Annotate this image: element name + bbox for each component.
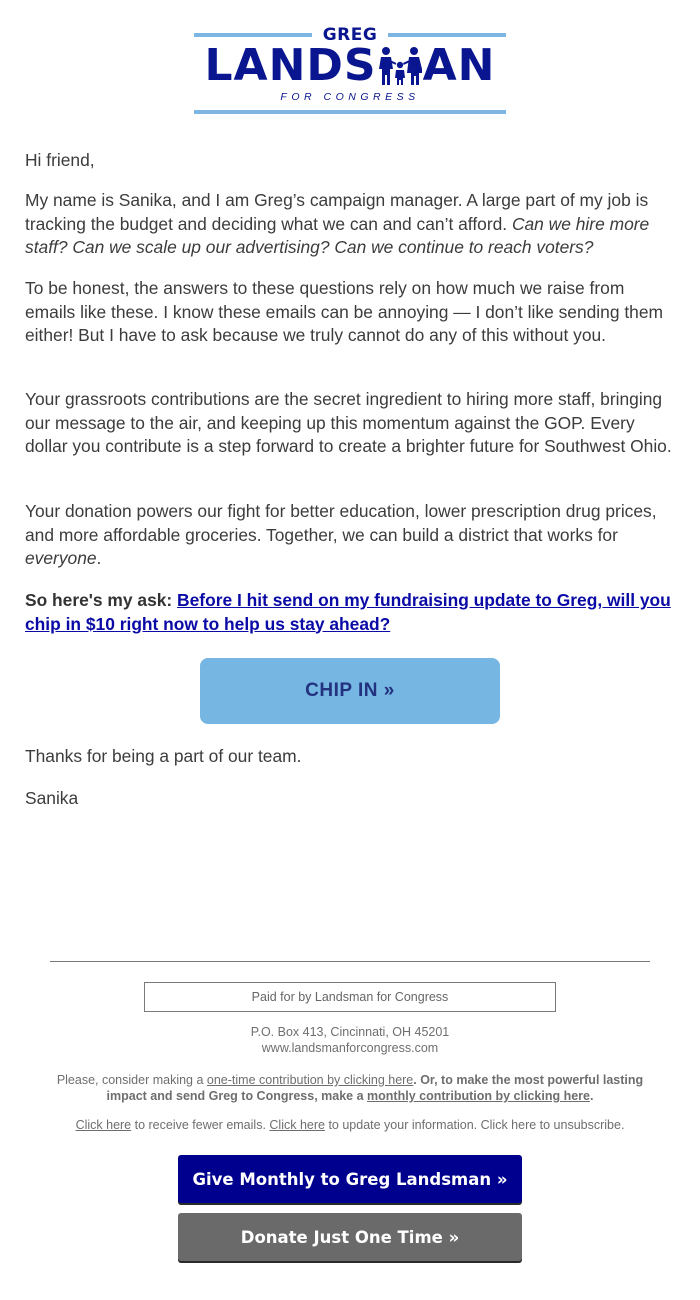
ask-paragraph xyxy=(25,589,677,636)
paragraph-honest: To be honest, the answers to these questions rely on how much we raise from emails like these. I know these emails can be annoying — I don’t like sending them either! But I have to ask because we truly cannot do any of this without you. xyxy=(25,278,664,345)
footer-divider xyxy=(50,961,650,962)
paragraph-grassroots: Your grassroots contributions are the secret ingredient to hiring more staff, bringing our message to the air, and keeping up this momentum against the GOP. Every dollar you contribute is a step forward to create a brighter future for Southwest Ohio. xyxy=(25,389,672,456)
website-text: www.landsmanforcongress.com xyxy=(261,1041,439,1055)
logo-first-name: GREG xyxy=(322,25,378,45)
signature: Sanika xyxy=(25,788,79,808)
logo-last-name: LANDS AN xyxy=(204,40,496,91)
email-preferences: Click here to receive fewer emails. Click here to update your information. Click here to unsubscribe. xyxy=(75,1118,625,1132)
footer-address-block xyxy=(50,1024,650,1056)
logo-line-bottom xyxy=(194,110,506,114)
give-monthly-button[interactable]: Give Monthly to Greg Landsman » xyxy=(178,1155,522,1203)
chip-in-button[interactable]: CHIP IN » xyxy=(200,658,500,724)
campaign-logo xyxy=(194,26,506,116)
update-info-link[interactable]: Click here xyxy=(269,1118,325,1132)
fewer-emails-link[interactable]: Click here xyxy=(75,1118,132,1132)
monthly-contribution-link[interactable]: monthly contribution by clicking here xyxy=(367,1089,590,1103)
paid-for-disclaimer: Paid for by Landsman for Congress xyxy=(144,982,556,1012)
ask-donate-link[interactable]: Before I hit send on my fundraising update to Greg, will you chip in $10 right now to help us stay ahead? xyxy=(25,590,671,634)
greeting: Hi friend, xyxy=(25,150,95,170)
paragraph-intro: My name is Sanika, and I am Greg’s campaign manager. A large part of my job is tracking the budget and deciding what we can and can’t afford. Can we hire more staff? Can we scale up our advertising? Can we continue to reach voters? xyxy=(25,190,650,257)
family-icon xyxy=(378,46,422,86)
ask-label: So here's my ask: xyxy=(25,590,178,610)
one-time-contribution-link[interactable]: one-time contribution by clicking here xyxy=(206,1073,414,1087)
donate-one-time-button[interactable]: Donate Just One Time » xyxy=(178,1213,522,1261)
contribution-prompt: Please, consider making a one-time contribution by clicking here. Or, to make the most powerful lasting impact and send Greg to Congress, make a monthly contribution by clicking here. xyxy=(56,1073,644,1103)
thanks-line: Thanks for being a part of our team. xyxy=(25,746,302,766)
paragraph-donation: Your donation powers our fight for better education, lower prescription drug prices, and more affordable groceries. Together, we can build a district that works for everyone. xyxy=(25,501,657,568)
mailing-address: P.O. Box 413, Cincinnati, OH 45201 xyxy=(250,1025,450,1039)
logo-subtitle: FOR CONGRESS xyxy=(280,91,420,103)
